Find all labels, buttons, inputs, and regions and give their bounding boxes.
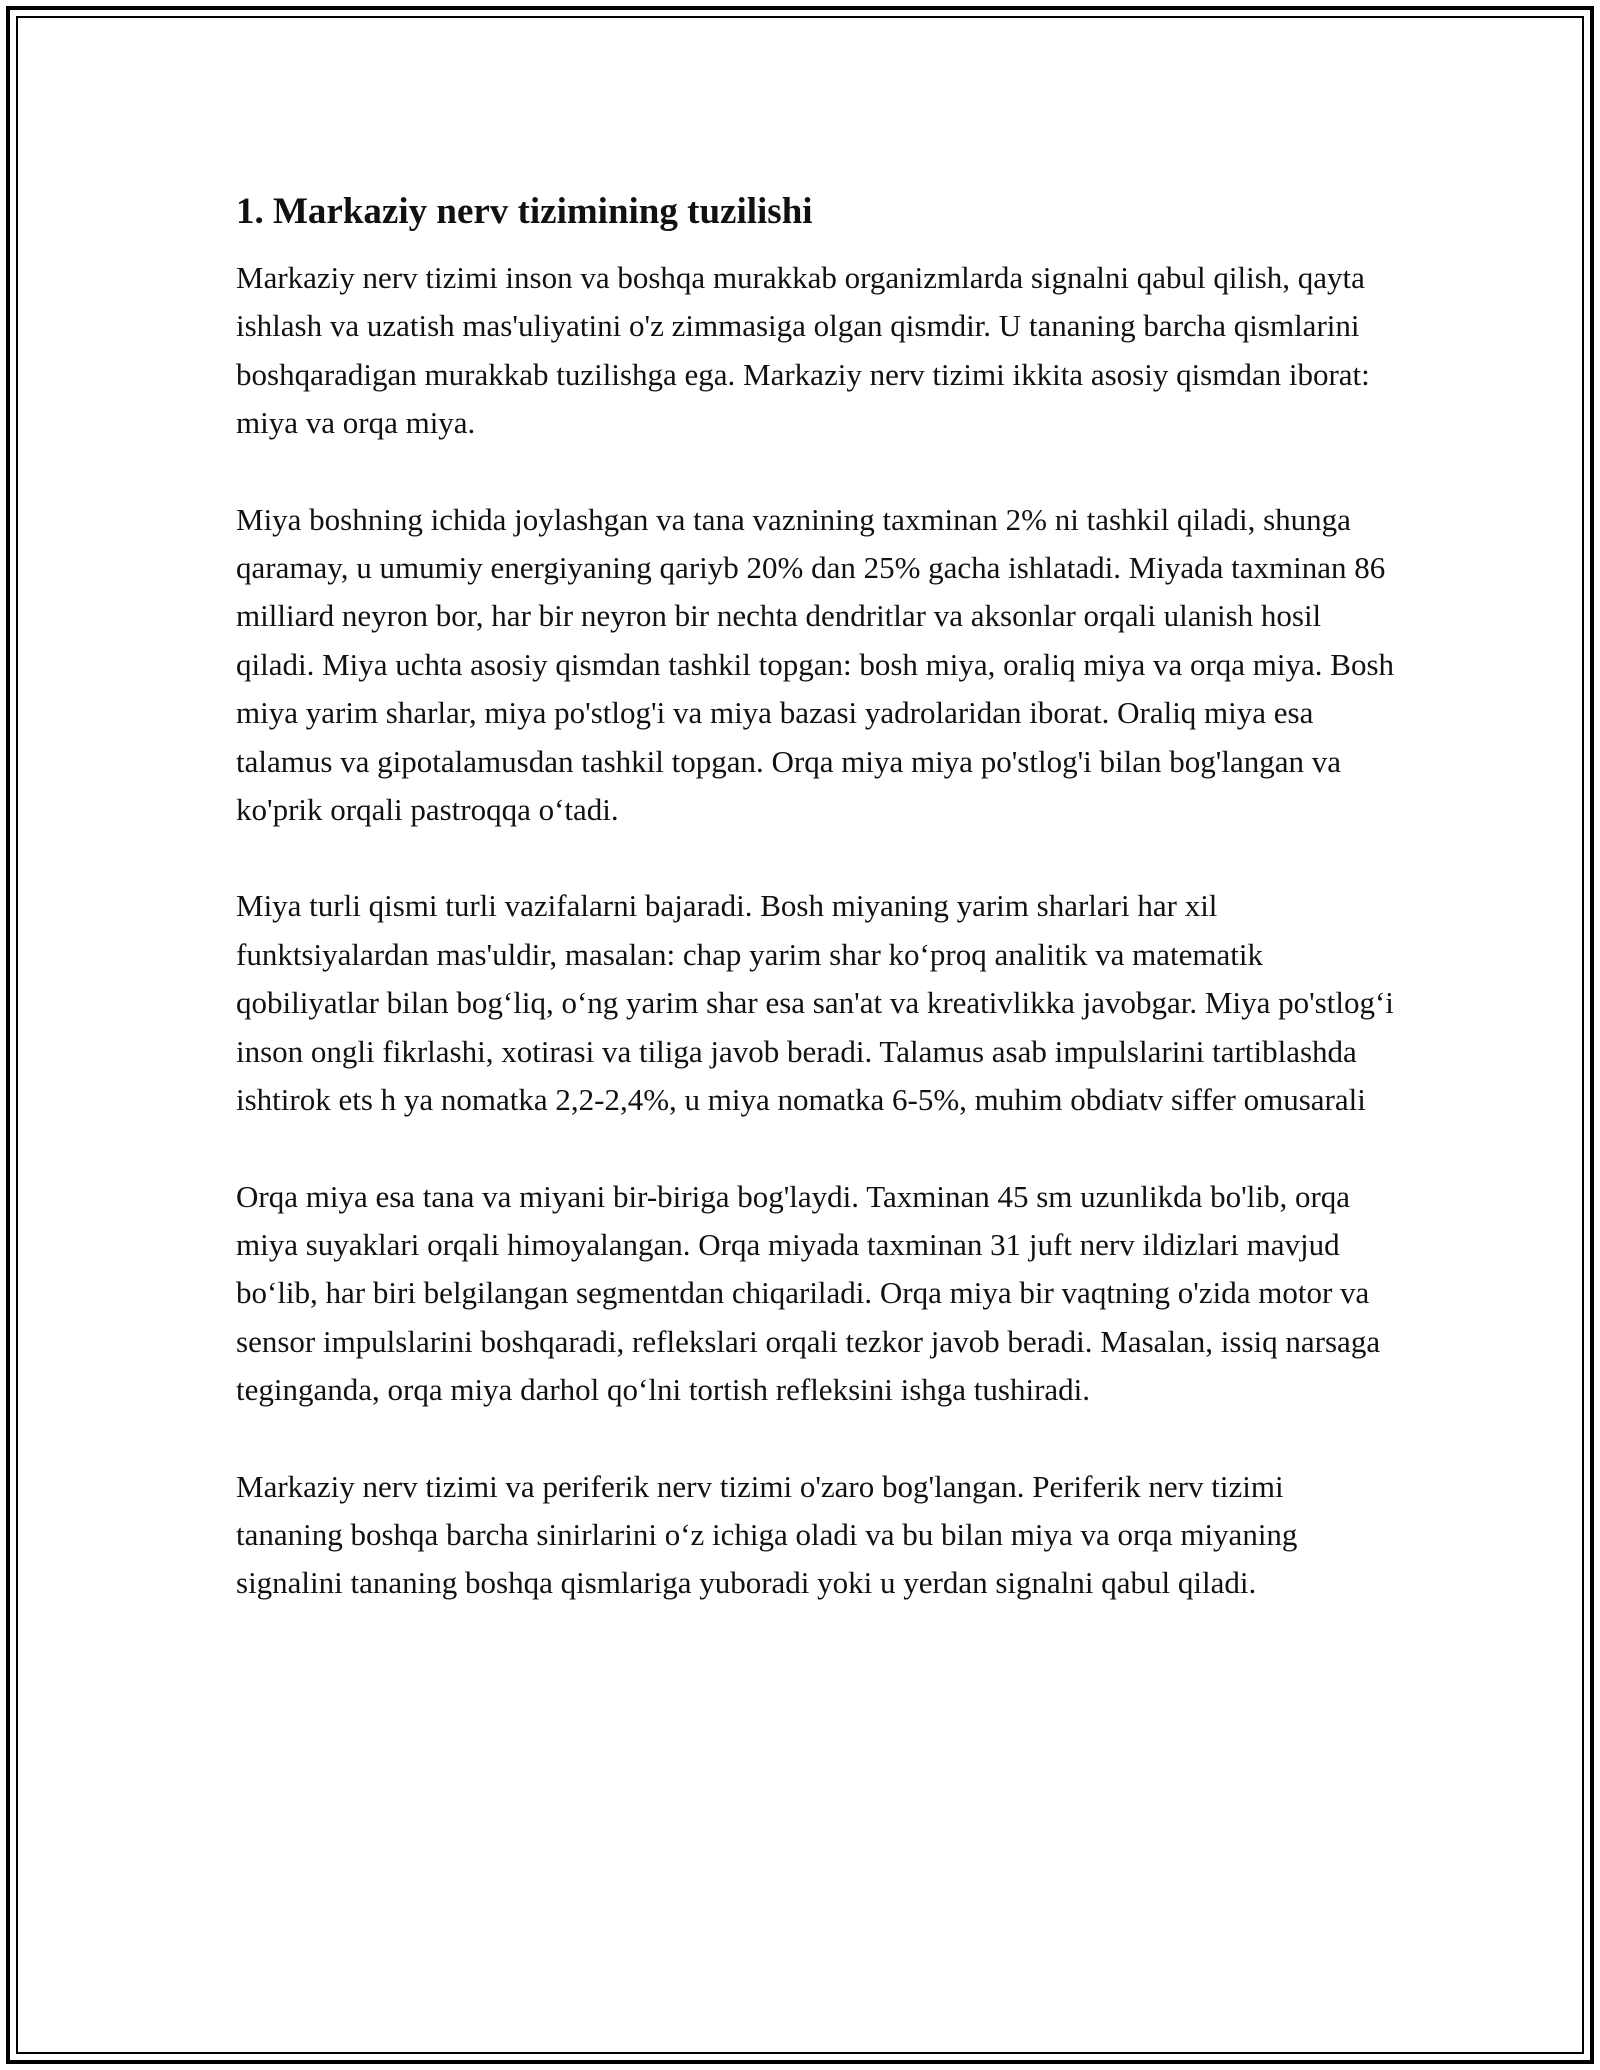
paragraph-3: Miya turli qismi turli vazifalarni bajaradi. Bosh miyaning yarim sharlari har xil funktsiyalardan mas'uldir, masalan: chap yarim shar ko‘proq analitik va matematik qobiliyatlar bilan bog‘liq, o‘ng yarim shar esa san'at va kreativlikka javobgar. Miya po'stlog‘i inson ongli fikrlashi, xotirasi va tiliga javob beradi. Talamus asab impulslarini tartiblashda ishtirok ets h ya nomatka 2,2-2,4%, u miya nomatka 6-5%, muhim obdiatv siffer omusarali	[236, 888, 1394, 1118]
paragraph-2: Miya boshning ichida joylashgan va tana vaznining taxminan 2% ni tashkil qiladi, shunga qaramay, u umumiy energiyaning qariyb 20% dan 25% gacha ishlatadi. Miyada taxminan 86 milliard neyron bor, har bir neyron bir nechta dendritlar va aksonlar orqali ulanish hosil qiladi. Miya uchta asosiy qismdan tashkil topgan: bosh miya, oraliq miya va orqa miya. Bosh miya yarim sharlar, miya po'stlog'i va miya bazasi yadrolaridan iborat. Oraliq miya esa talamus va gipotalamusdan tashkil topgan. Orqa miya miya po'stlog'i bilan bog'langan va ko'prik orqali pastroqqa o‘tadi.	[236, 501, 1395, 828]
document-body	[236, 186, 1396, 1656]
paragraph-4: Orqa miya esa tana va miyani bir-biriga bog'laydi. Taxminan 45 sm uzunlikda bo'lib, orqa miya suyaklari orqali himoyalangan. Orqa miyada taxminan 31 juft nerv ildizlari mavjud bo‘lib, har biri belgilangan segmentdan chiqariladi. Orqa miya bir vaqtning o'zida motor va sensor impulslarini boshqaradi, reflekslari orqali tezkor javob beradi. Masalan, issiq narsaga teginganda, orqa miya darhol qo‘lni tortish refleksini ishga tushiradi.	[236, 1178, 1381, 1408]
paragraph-5: Markaziy nerv tizimi va periferik nerv tizimi o'zaro bog'langan. Periferik nerv tizimi tananing boshqa barcha sinirlarini o‘z ichiga oladi va bu bilan miya va orqa miyaning signalini tananing boshqa qismlariga yuboradi yoki u yerdan signalni qabul qiladi.	[236, 1468, 1298, 1601]
section-heading: 1. Markaziy nerv tizimining tuzilishi	[236, 191, 813, 232]
paragraph-1: Markaziy nerv tizimi inson va boshqa murakkab organizmlarda signalni qabul qilish, qayta ishlash va uzatish mas'uliyatini o'z zimmasiga olgan qismdir. U tananing barcha qismlarini boshqaradigan murakkab tuzilishga ega. Markaziy nerv tizimi ikkita asosiy qismdan iborat: miya va orqa miya.	[236, 260, 1370, 441]
